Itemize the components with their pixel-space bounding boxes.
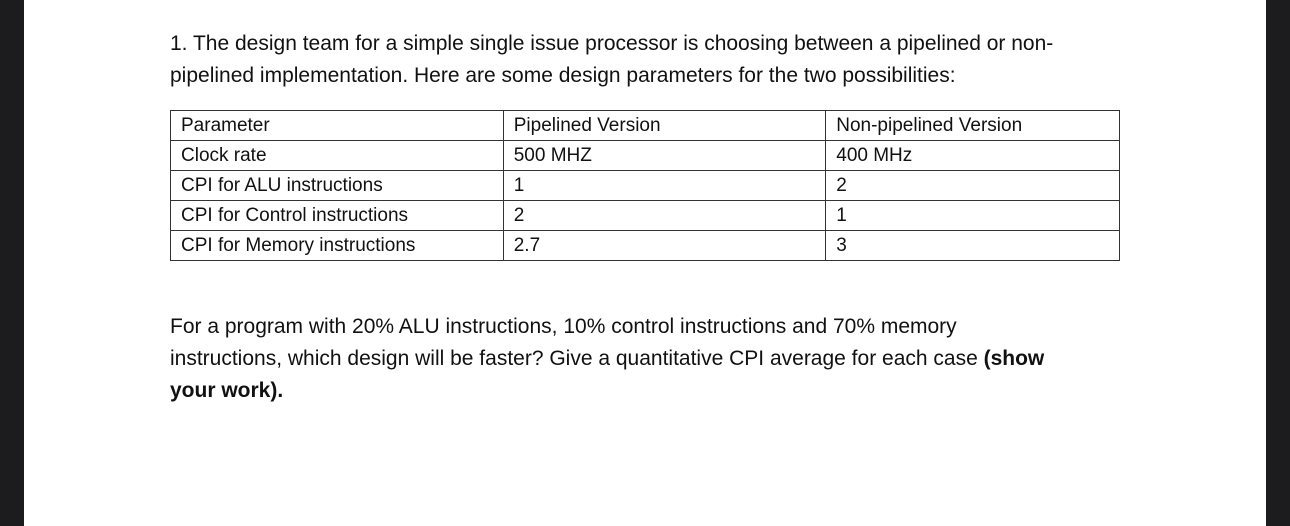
pipelined-value: 2 <box>503 201 826 231</box>
row-label: CPI for Memory instructions <box>171 231 504 261</box>
show-work-emphasis: (show <box>983 347 1045 370</box>
question-line-2-text: instructions, which design will be faster? Give a quantitative CPI average for each case <box>170 347 984 370</box>
pipelined-value: 2.7 <box>503 231 826 261</box>
non-pipelined-value: 2 <box>826 171 1120 201</box>
header-pipelined: Pipelined Version <box>503 111 826 141</box>
problem-question <box>170 311 1130 407</box>
pipelined-value: 1 <box>503 171 826 201</box>
design-parameters-table <box>170 110 1120 261</box>
show-work-emphasis-end: your work). <box>170 379 284 402</box>
pipelined-value: 500 MHZ <box>503 141 826 171</box>
question-line-3 <box>170 375 1130 407</box>
row-label: Clock rate <box>171 141 504 171</box>
table-row <box>171 231 1120 261</box>
row-label: CPI for ALU instructions <box>171 171 504 201</box>
header-non-pipelined: Non-pipelined Version <box>826 111 1120 141</box>
non-pipelined-value: 400 MHz <box>826 141 1120 171</box>
table-header-row <box>171 111 1120 141</box>
intro-line-1: 1. The design team for a simple single issue processor is choosing between a pipelined or non- <box>170 32 1054 55</box>
document-page <box>24 0 1266 526</box>
question-line-1: For a program with 20% ALU instructions, 10% control instructions and 70% memory <box>170 315 957 338</box>
non-pipelined-value: 1 <box>826 201 1120 231</box>
table-row <box>171 171 1120 201</box>
non-pipelined-value: 3 <box>826 231 1120 261</box>
row-label: CPI for Control instructions <box>171 201 504 231</box>
intro-line-2: pipelined implementation. Here are some design parameters for the two possibilities: <box>170 64 956 87</box>
table-row <box>171 201 1120 231</box>
header-parameter: Parameter <box>171 111 504 141</box>
problem-intro <box>170 28 1130 92</box>
question-line-2 <box>170 343 1130 375</box>
table-row <box>171 141 1120 171</box>
